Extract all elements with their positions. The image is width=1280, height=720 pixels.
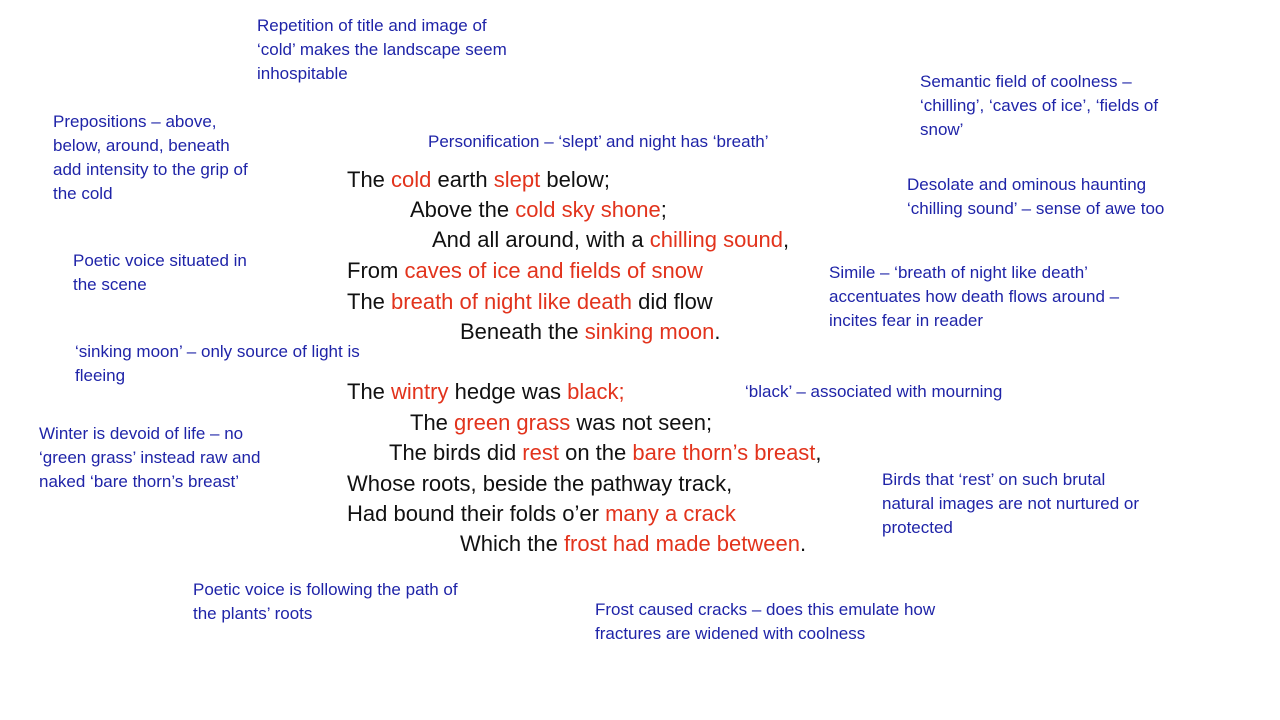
poem-text: Above the [410, 197, 516, 222]
note-line: incites fear in reader [829, 311, 984, 330]
poem-line-9 [389, 438, 822, 468]
poem-line-7 [347, 377, 625, 407]
birds-note [882, 468, 1139, 540]
poem-text: The [410, 410, 455, 435]
highlighted-phrase: cold sky shone [515, 197, 661, 222]
note-line: Frost caused cracks – does this emulate how [595, 600, 936, 619]
poem-text: did flow [631, 289, 713, 314]
poem-text: , [815, 440, 822, 465]
note-line: Birds that ‘rest’ on such brutal [882, 470, 1106, 489]
note-line: protected [882, 518, 953, 537]
note-line: Desolate and ominous haunting [907, 175, 1147, 194]
highlighted-phrase: frost had made between [563, 531, 800, 556]
black-note [745, 380, 1002, 404]
poem-line-2 [410, 195, 667, 225]
highlighted-phrase: slept [493, 167, 541, 192]
note-line: Poetic voice situated in [73, 251, 247, 270]
desolate-note [907, 173, 1236, 221]
semantic-field-note [920, 70, 1158, 142]
highlighted-phrase: black; [567, 379, 625, 404]
poem-text: The [347, 379, 392, 404]
note-line: naked ‘bare thorn’s breast’ [39, 472, 240, 491]
poem-line-3 [432, 225, 789, 255]
note-line: Simile – ‘breath of night like death’ [829, 263, 1088, 282]
simile-note [829, 261, 1119, 333]
poetic-voice-scene-note [73, 249, 247, 297]
poem-line-6 [460, 317, 721, 347]
poem-text: . [714, 319, 721, 344]
note-line: the cold [53, 184, 113, 203]
highlighted-phrase: sinking moon [584, 319, 715, 344]
poem-line-10 [347, 469, 732, 499]
poem-line-12 [460, 529, 806, 559]
note-line: ‘chilling sound’ – sense of awe too [907, 199, 1165, 218]
poem-text: below; [540, 167, 610, 192]
personification-note [428, 130, 769, 154]
note-line: inhospitable [257, 64, 348, 83]
note-line: add intensity to the grip of [53, 160, 248, 179]
poem-text: ; [660, 197, 667, 222]
poem-text: , [783, 227, 790, 252]
highlighted-phrase: chilling sound [649, 227, 784, 252]
note-line: fleeing [75, 366, 126, 385]
highlighted-phrase: bare thorn’s breast [632, 440, 816, 465]
note-line: accentuates how death flows around – [829, 287, 1120, 306]
note-line: ‘black’ – associated with mourning [745, 382, 1003, 401]
poem-text: was not seen; [570, 410, 713, 435]
poem-line-4 [347, 256, 703, 286]
poem-line-11 [347, 499, 736, 529]
poem-text: Whose roots, beside the pathway track, [347, 471, 733, 496]
note-line: Personification – ‘slept’ and night has ‘breath’ [428, 132, 769, 151]
poem-text: on the [558, 440, 633, 465]
note-line: Winter is devoid of life – no [39, 424, 244, 443]
poem-text: Beneath the [460, 319, 585, 344]
frost-note [595, 598, 935, 646]
poem-text: . [799, 531, 807, 556]
note-line: fractures are widened with coolness [595, 624, 866, 643]
poem-text: earth [431, 167, 494, 192]
note-line: ‘sinking moon’ – only source of light is [75, 342, 360, 361]
highlighted-phrase: breath of night like death [391, 289, 632, 314]
note-line: Prepositions – above, [53, 112, 217, 131]
poem-line-5 [347, 287, 713, 317]
poem-text: From [347, 258, 405, 283]
highlighted-phrase: rest [522, 440, 559, 465]
note-line: Semantic field of coolness – [920, 72, 1132, 91]
note-line: natural images are not nurtured or [882, 494, 1140, 513]
note-line: ‘chilling’, ‘caves of ice’, ‘fields of [920, 96, 1159, 115]
highlighted-phrase: wintry [391, 379, 449, 404]
note-line: ‘cold’ makes the landscape seem [257, 40, 507, 59]
note-line: below, around, beneath [53, 136, 230, 155]
sinking-moon-note [75, 340, 360, 388]
highlighted-phrase: green grass [454, 410, 571, 435]
poem-text: hedge was [448, 379, 568, 404]
note-line: the scene [73, 275, 147, 294]
poem-text: The [347, 167, 392, 192]
poem-line-1 [347, 165, 610, 195]
winter-note [39, 422, 260, 494]
note-line: Repetition of title and image of [257, 16, 487, 35]
poem-text: The [347, 289, 392, 314]
highlighted-phrase: cold [391, 167, 432, 192]
poem-line-8 [410, 408, 712, 438]
note-line: the plants’ roots [193, 604, 313, 623]
prepositions-note [53, 110, 248, 206]
note-line: snow’ [920, 120, 964, 139]
poem-text: And all around, with a [432, 227, 650, 252]
poem-text: Had bound their folds o’er [347, 501, 606, 526]
note-line: ‘green grass’ instead raw and [39, 448, 261, 467]
repetition-note [257, 14, 507, 86]
highlighted-phrase: caves of ice and fields of snow [404, 258, 703, 283]
note-line: Poetic voice is following the path of [193, 580, 458, 599]
poem-text: Which the [460, 531, 564, 556]
path-note [193, 578, 458, 626]
poem-text: The birds did [389, 440, 523, 465]
highlighted-phrase: many a crack [605, 501, 736, 526]
